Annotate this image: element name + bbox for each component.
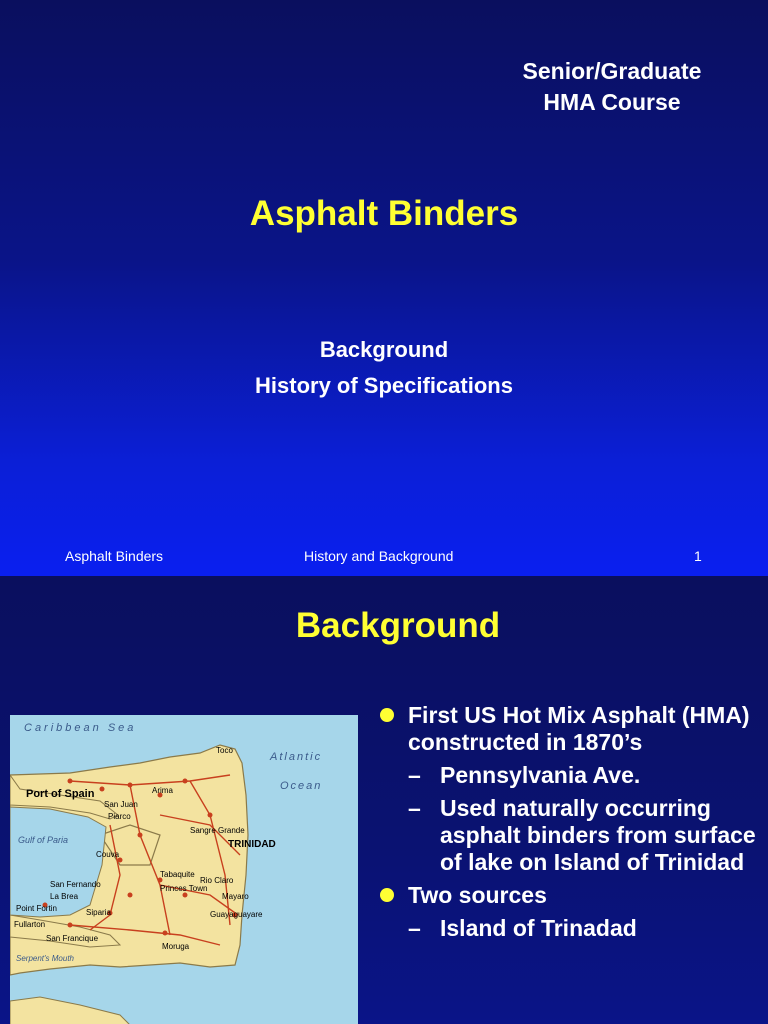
bullet-dot-icon — [380, 888, 394, 902]
label-gulf-of-paria: Gulf of Paria — [18, 835, 69, 845]
bullet-text: First US Hot Mix Asphalt (HMA) constructed in 1870’s — [408, 702, 750, 755]
label-point-fortin: Point Fortin — [16, 904, 57, 913]
bullet-text: Two sources — [408, 882, 547, 908]
label-moruga: Moruga — [162, 942, 190, 951]
footer-center: History and Background — [304, 548, 454, 564]
subtitle-1: Background — [319, 337, 449, 362]
dash-icon: – — [408, 762, 421, 788]
label-port-of-spain: Port of Spain — [26, 788, 95, 800]
trinidad-map — [10, 715, 358, 1024]
label-mayaro: Mayaro — [222, 892, 249, 901]
label-guayaguayare: Guayaguayare — [210, 910, 263, 919]
bullet-dot-icon — [380, 708, 394, 722]
dash-icon: – — [408, 915, 421, 941]
label-atlantic: Atlantic — [270, 751, 323, 763]
dash-icon: – — [408, 795, 421, 821]
label-tabaquite: Tabaquite — [160, 870, 195, 879]
label-san-fernando: San Fernando — [50, 880, 101, 889]
label-piarco: Piarco — [108, 812, 131, 821]
page-number: 1 — [694, 548, 702, 564]
subtitle-2: History of Specifications — [255, 373, 513, 398]
slide-title: Background — [295, 606, 501, 645]
course-line-1: Senior/Graduate — [522, 58, 702, 84]
label-san-juan: San Juan — [104, 800, 138, 809]
label-fullarton: Fullarton — [14, 920, 46, 929]
label-caribbean-sea: Caribbean Sea — [24, 722, 137, 734]
label-la-brea: La Brea — [50, 892, 79, 901]
label-trinidad: TRINIDAD — [228, 839, 276, 850]
label-princes-town: Princes Town — [160, 884, 208, 893]
label-ocean: Ocean — [280, 780, 323, 792]
course-line-2: HMA Course — [543, 89, 681, 115]
subtitle-block — [0, 332, 768, 404]
label-siparia: Siparia — [86, 908, 111, 917]
label-rio-claro: Rio Claro — [200, 876, 234, 885]
course-label — [480, 56, 744, 118]
label-serpents-mouth: Serpent's Mouth — [16, 954, 75, 963]
sub-bullet-item-1 — [380, 762, 760, 789]
slide-2 — [0, 576, 768, 1024]
sub-bullet-text: Used naturally occurring asphalt binders from surface of lake on Island of Trinidad — [440, 795, 756, 875]
bullet-item-1 — [380, 702, 760, 756]
label-couva: Couva — [96, 850, 120, 859]
map-image — [10, 715, 358, 1024]
bullet-item-2 — [380, 882, 760, 909]
sub-bullet-item-2 — [380, 795, 760, 876]
slide-title: Asphalt Binders — [249, 194, 519, 233]
sub-bullet-text: Island of Trinadad — [440, 915, 637, 941]
label-san-francique: San Francique — [46, 934, 99, 943]
label-arima: Arima — [152, 786, 173, 795]
bullet-list — [380, 702, 760, 948]
venezuela-coast — [10, 997, 140, 1024]
label-sangre-grande: Sangre Grande — [190, 826, 245, 835]
footer-left: Asphalt Binders — [65, 548, 164, 564]
sub-bullet-item-3 — [380, 915, 760, 942]
label-toco: Toco — [216, 746, 233, 755]
sub-bullet-text: Pennsylvania Ave. — [440, 762, 641, 788]
